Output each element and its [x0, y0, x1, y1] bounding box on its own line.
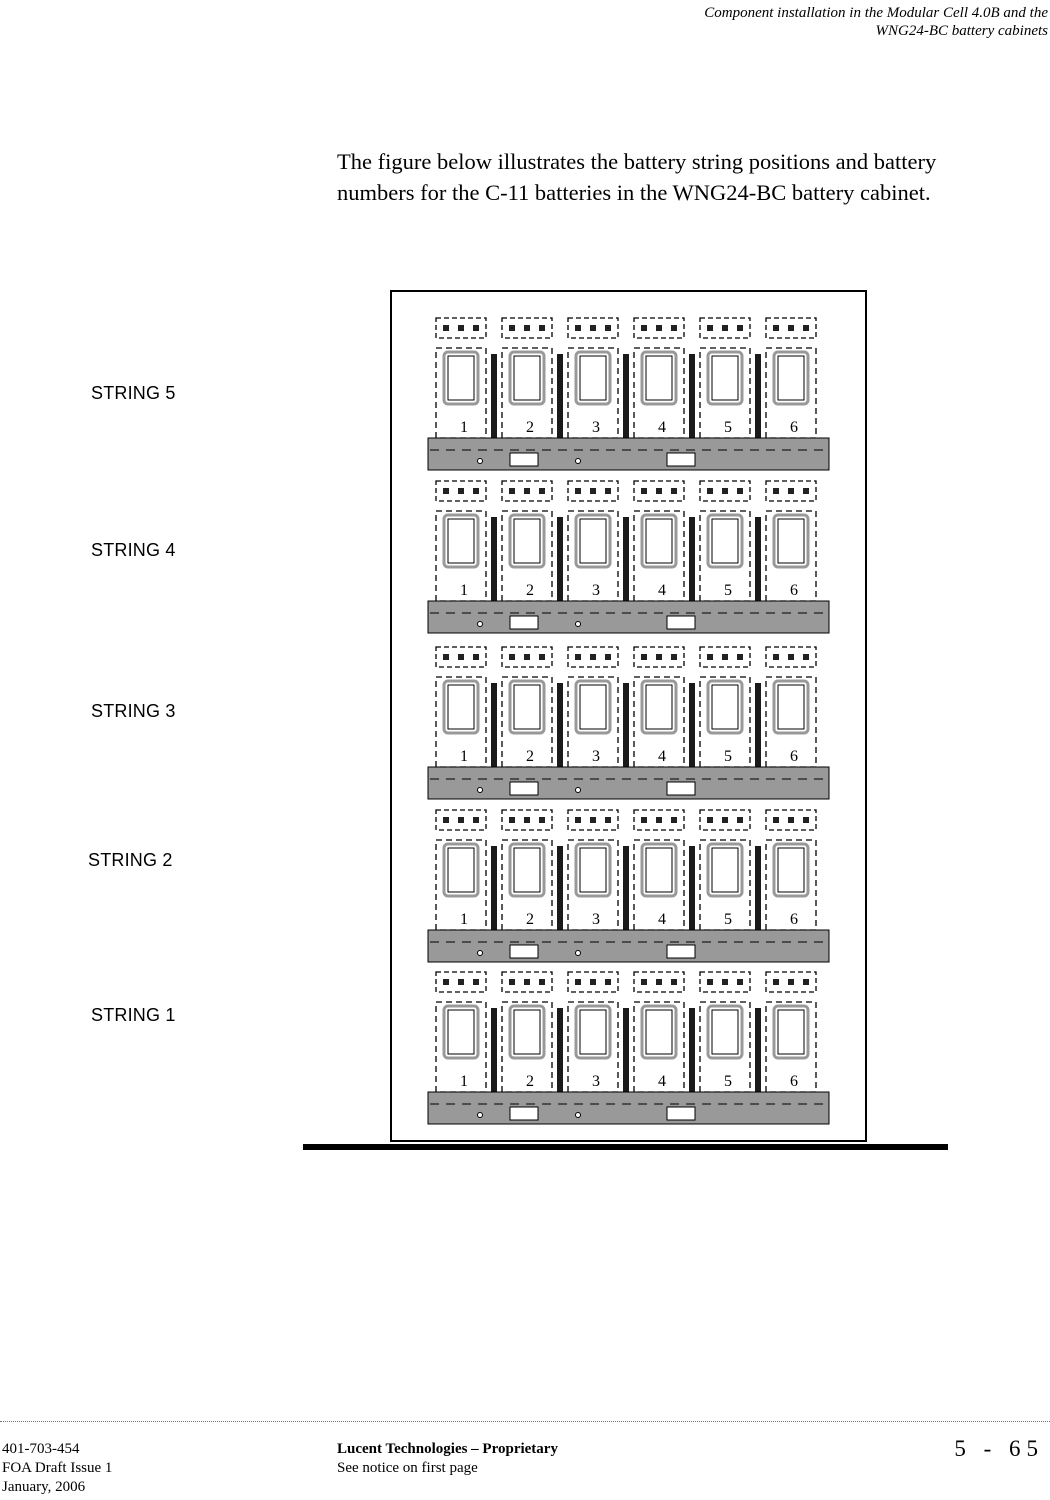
terminal-post [539, 654, 545, 660]
string-shelf [428, 972, 829, 1124]
cell-separator [755, 846, 761, 930]
tray-hole [576, 951, 581, 956]
tray-slot [667, 782, 695, 795]
cell-separator [689, 1008, 695, 1092]
battery-handle [444, 352, 478, 404]
battery-handle [774, 681, 808, 733]
terminal-post [707, 325, 713, 331]
cell-separator [491, 846, 497, 930]
battery-number: 4 [658, 911, 666, 928]
terminal-post [803, 325, 809, 331]
terminal-post [458, 817, 464, 823]
battery-number: 5 [724, 582, 732, 599]
terminal-post [443, 817, 449, 823]
terminal-post [641, 979, 647, 985]
cell-separator [755, 683, 761, 767]
terminal-post [737, 654, 743, 660]
tray-hole [576, 1113, 581, 1118]
battery-handle [510, 515, 544, 567]
tray-slot [667, 1107, 695, 1120]
battery-handle [576, 1006, 610, 1058]
terminal-post [671, 979, 677, 985]
tray-slot [510, 782, 538, 795]
battery-number: 2 [526, 582, 534, 599]
terminal-post [575, 979, 581, 985]
battery-cell [778, 519, 804, 563]
battery-cell [646, 519, 672, 563]
battery-handle [510, 1006, 544, 1058]
battery-cell [712, 848, 738, 892]
terminal-post [443, 979, 449, 985]
battery-handle [774, 1006, 808, 1058]
tray-hole [478, 1113, 483, 1118]
battery-number: 1 [460, 748, 468, 765]
terminal-post [458, 325, 464, 331]
intro-paragraph: The figure below illustrates the battery string positions and battery numbers for the C-11 batteries in the WNG24-BC battery cabinet. [337, 149, 937, 205]
battery-number: 3 [592, 911, 600, 928]
terminal-post [590, 817, 596, 823]
terminal-post [605, 654, 611, 660]
terminal-post [605, 325, 611, 331]
battery-cell [514, 356, 540, 400]
battery-cell [514, 519, 540, 563]
terminal-post [509, 488, 515, 494]
battery-handle [774, 844, 808, 896]
terminal-post [722, 325, 728, 331]
header-line-2: WNG24-BC battery cabinets [875, 23, 1048, 39]
terminal-post [722, 817, 728, 823]
terminal-post [788, 488, 794, 494]
terminal-post [803, 979, 809, 985]
terminal-post [605, 817, 611, 823]
terminal-post [473, 654, 479, 660]
battery-handle [576, 681, 610, 733]
tray-hole [478, 459, 483, 464]
terminal-post [722, 654, 728, 660]
string-shelf [428, 318, 829, 470]
battery-handle [708, 515, 742, 567]
footer-proprietary [337, 1440, 558, 1478]
battery-tray [428, 438, 829, 470]
terminal-post [524, 817, 530, 823]
tray-slot [510, 1107, 538, 1120]
battery-cell [448, 356, 474, 400]
terminal-post [641, 817, 647, 823]
terminal-post [671, 488, 677, 494]
terminal-post [458, 979, 464, 985]
battery-cell [712, 685, 738, 729]
terminal-post [737, 979, 743, 985]
terminal-post [671, 325, 677, 331]
battery-handle [708, 844, 742, 896]
tray-hole [576, 788, 581, 793]
battery-number: 5 [724, 419, 732, 436]
battery-number: 2 [526, 1073, 534, 1090]
string-2-label: STRING 2 [88, 850, 173, 870]
terminal-post [575, 488, 581, 494]
battery-tray [428, 1092, 829, 1124]
terminal-post [773, 654, 779, 660]
battery-cell [646, 685, 672, 729]
cell-separator [491, 683, 497, 767]
terminal-post [773, 325, 779, 331]
string-3-label: STRING 3 [91, 701, 176, 721]
cell-separator [557, 1008, 563, 1092]
tray-hole [478, 622, 483, 627]
cell-separator [557, 517, 563, 601]
terminal-post [803, 817, 809, 823]
tray-slot [510, 453, 538, 466]
terminal-post [524, 654, 530, 660]
terminal-post [656, 654, 662, 660]
battery-number: 3 [592, 582, 600, 599]
battery-cell [580, 1010, 606, 1054]
cell-separator [491, 354, 497, 438]
battery-number: 6 [790, 419, 798, 436]
cell-separator [755, 1008, 761, 1092]
battery-cell [778, 356, 804, 400]
terminal-post [509, 979, 515, 985]
battery-handle [576, 352, 610, 404]
battery-handle [708, 352, 742, 404]
battery-cell [712, 356, 738, 400]
terminal-post [656, 488, 662, 494]
battery-number: 1 [460, 582, 468, 599]
battery-handle [576, 515, 610, 567]
terminal-post [803, 654, 809, 660]
battery-handle [576, 844, 610, 896]
tray-hole [478, 951, 483, 956]
terminal-post [737, 817, 743, 823]
terminal-post [590, 488, 596, 494]
doc-number: 401-703-454 [2, 1441, 80, 1457]
battery-tray [428, 601, 829, 633]
battery-cell [514, 1010, 540, 1054]
terminal-post [656, 817, 662, 823]
battery-cell [448, 848, 474, 892]
terminal-post [707, 979, 713, 985]
tray-slot [510, 616, 538, 629]
terminal-post [524, 488, 530, 494]
battery-cell [580, 848, 606, 892]
cell-separator [623, 517, 629, 601]
battery-cell [580, 519, 606, 563]
battery-cell [514, 685, 540, 729]
battery-cell [448, 1010, 474, 1054]
cell-separator [623, 1008, 629, 1092]
cell-separator [623, 683, 629, 767]
terminal-post [458, 488, 464, 494]
terminal-post [509, 325, 515, 331]
terminal-post [803, 488, 809, 494]
terminal-post [707, 654, 713, 660]
battery-handle [510, 681, 544, 733]
battery-number: 4 [658, 748, 666, 765]
terminal-post [671, 817, 677, 823]
terminal-post [539, 325, 545, 331]
terminal-post [641, 488, 647, 494]
terminal-post [539, 817, 545, 823]
battery-number: 2 [526, 419, 534, 436]
battery-number: 2 [526, 911, 534, 928]
cell-separator [623, 846, 629, 930]
string-5-label: STRING 5 [91, 383, 176, 403]
tray-hole [576, 459, 581, 464]
battery-handle [708, 681, 742, 733]
battery-number: 4 [658, 1073, 666, 1090]
battery-cell [646, 848, 672, 892]
battery-handle [642, 352, 676, 404]
battery-cell [448, 519, 474, 563]
tray-slot [667, 945, 695, 958]
terminal-post [575, 817, 581, 823]
battery-handle [642, 844, 676, 896]
battery-number: 5 [724, 1073, 732, 1090]
tray-slot [667, 453, 695, 466]
terminal-post [737, 488, 743, 494]
cell-separator [689, 354, 695, 438]
terminal-post [524, 325, 530, 331]
terminal-post [656, 325, 662, 331]
battery-cell [448, 685, 474, 729]
cell-separator [689, 517, 695, 601]
terminal-post [443, 488, 449, 494]
battery-handle [774, 352, 808, 404]
battery-handle [642, 681, 676, 733]
string-shelf [428, 810, 829, 962]
page-number: 5 - 65 [954, 1436, 1044, 1461]
terminal-post [656, 979, 662, 985]
cell-separator [755, 354, 761, 438]
doc-date: January, 2006 [2, 1479, 86, 1495]
battery-handle [510, 352, 544, 404]
battery-cell [646, 1010, 672, 1054]
battery-handle [642, 515, 676, 567]
battery-number: 3 [592, 419, 600, 436]
battery-handle [444, 515, 478, 567]
header-line-1: Component installation in the Modular Cell 4.0B and the [704, 5, 1048, 21]
terminal-post [737, 325, 743, 331]
terminal-post [575, 325, 581, 331]
battery-handle [642, 1006, 676, 1058]
company-notice: Lucent Technologies – Proprietary [337, 1441, 558, 1457]
terminal-post [641, 654, 647, 660]
battery-handle [510, 844, 544, 896]
battery-tray [428, 930, 829, 962]
footer-rule [0, 1421, 1050, 1422]
cell-separator [755, 517, 761, 601]
terminal-post [443, 325, 449, 331]
terminal-post [788, 979, 794, 985]
battery-number: 1 [460, 911, 468, 928]
battery-tray [428, 767, 829, 799]
string-1-label: STRING 1 [91, 1005, 176, 1025]
battery-number: 5 [724, 748, 732, 765]
terminal-post [773, 817, 779, 823]
terminal-post [707, 817, 713, 823]
terminal-post [788, 325, 794, 331]
cell-separator [557, 354, 563, 438]
battery-cell [712, 519, 738, 563]
terminal-post [473, 817, 479, 823]
tray-hole [576, 622, 581, 627]
terminal-post [722, 979, 728, 985]
terminal-post [458, 654, 464, 660]
cell-separator [491, 1008, 497, 1092]
battery-number: 5 [724, 911, 732, 928]
cell-separator [557, 846, 563, 930]
battery-cell [580, 356, 606, 400]
doc-issue: FOA Draft Issue 1 [2, 1460, 113, 1476]
battery-handle [708, 1006, 742, 1058]
battery-number: 3 [592, 1073, 600, 1090]
battery-number: 6 [790, 1073, 798, 1090]
tray-hole [478, 788, 483, 793]
cell-separator [623, 354, 629, 438]
terminal-post [605, 979, 611, 985]
terminal-post [509, 817, 515, 823]
battery-cell [778, 1010, 804, 1054]
footer-doc-info [2, 1440, 112, 1497]
terminal-post [707, 488, 713, 494]
terminal-post [590, 979, 596, 985]
battery-number: 4 [658, 419, 666, 436]
battery-handle [444, 1006, 478, 1058]
battery-number: 3 [592, 748, 600, 765]
terminal-post [590, 654, 596, 660]
cell-separator [491, 517, 497, 601]
battery-cell [580, 685, 606, 729]
terminal-post [641, 325, 647, 331]
battery-handle [774, 515, 808, 567]
terminal-post [773, 488, 779, 494]
battery-cell [712, 1010, 738, 1054]
tray-slot [667, 616, 695, 629]
terminal-post [671, 654, 677, 660]
battery-number: 2 [526, 748, 534, 765]
terminal-post [788, 654, 794, 660]
battery-cell [778, 848, 804, 892]
terminal-post [473, 325, 479, 331]
battery-number: 1 [460, 419, 468, 436]
terminal-post [788, 817, 794, 823]
terminal-post [473, 488, 479, 494]
terminal-post [524, 979, 530, 985]
battery-number: 1 [460, 1073, 468, 1090]
terminal-post [509, 654, 515, 660]
string-4-label: STRING 4 [91, 540, 176, 560]
terminal-post [539, 979, 545, 985]
battery-handle [444, 844, 478, 896]
battery-number: 4 [658, 582, 666, 599]
terminal-post [773, 979, 779, 985]
cell-separator [689, 846, 695, 930]
terminal-post [443, 654, 449, 660]
terminal-post [722, 488, 728, 494]
terminal-post [539, 488, 545, 494]
notice-reference: See notice on first page [337, 1460, 478, 1476]
terminal-post [590, 325, 596, 331]
cell-separator [689, 683, 695, 767]
battery-cell [514, 848, 540, 892]
terminal-post [473, 979, 479, 985]
terminal-post [575, 654, 581, 660]
battery-cell [646, 356, 672, 400]
battery-number: 6 [790, 911, 798, 928]
cell-separator [557, 683, 563, 767]
string-shelf [428, 647, 829, 799]
battery-number: 6 [790, 748, 798, 765]
terminal-post [605, 488, 611, 494]
battery-handle [444, 681, 478, 733]
battery-number: 6 [790, 582, 798, 599]
string-shelf [428, 481, 829, 633]
tray-slot [510, 945, 538, 958]
battery-cell [778, 685, 804, 729]
